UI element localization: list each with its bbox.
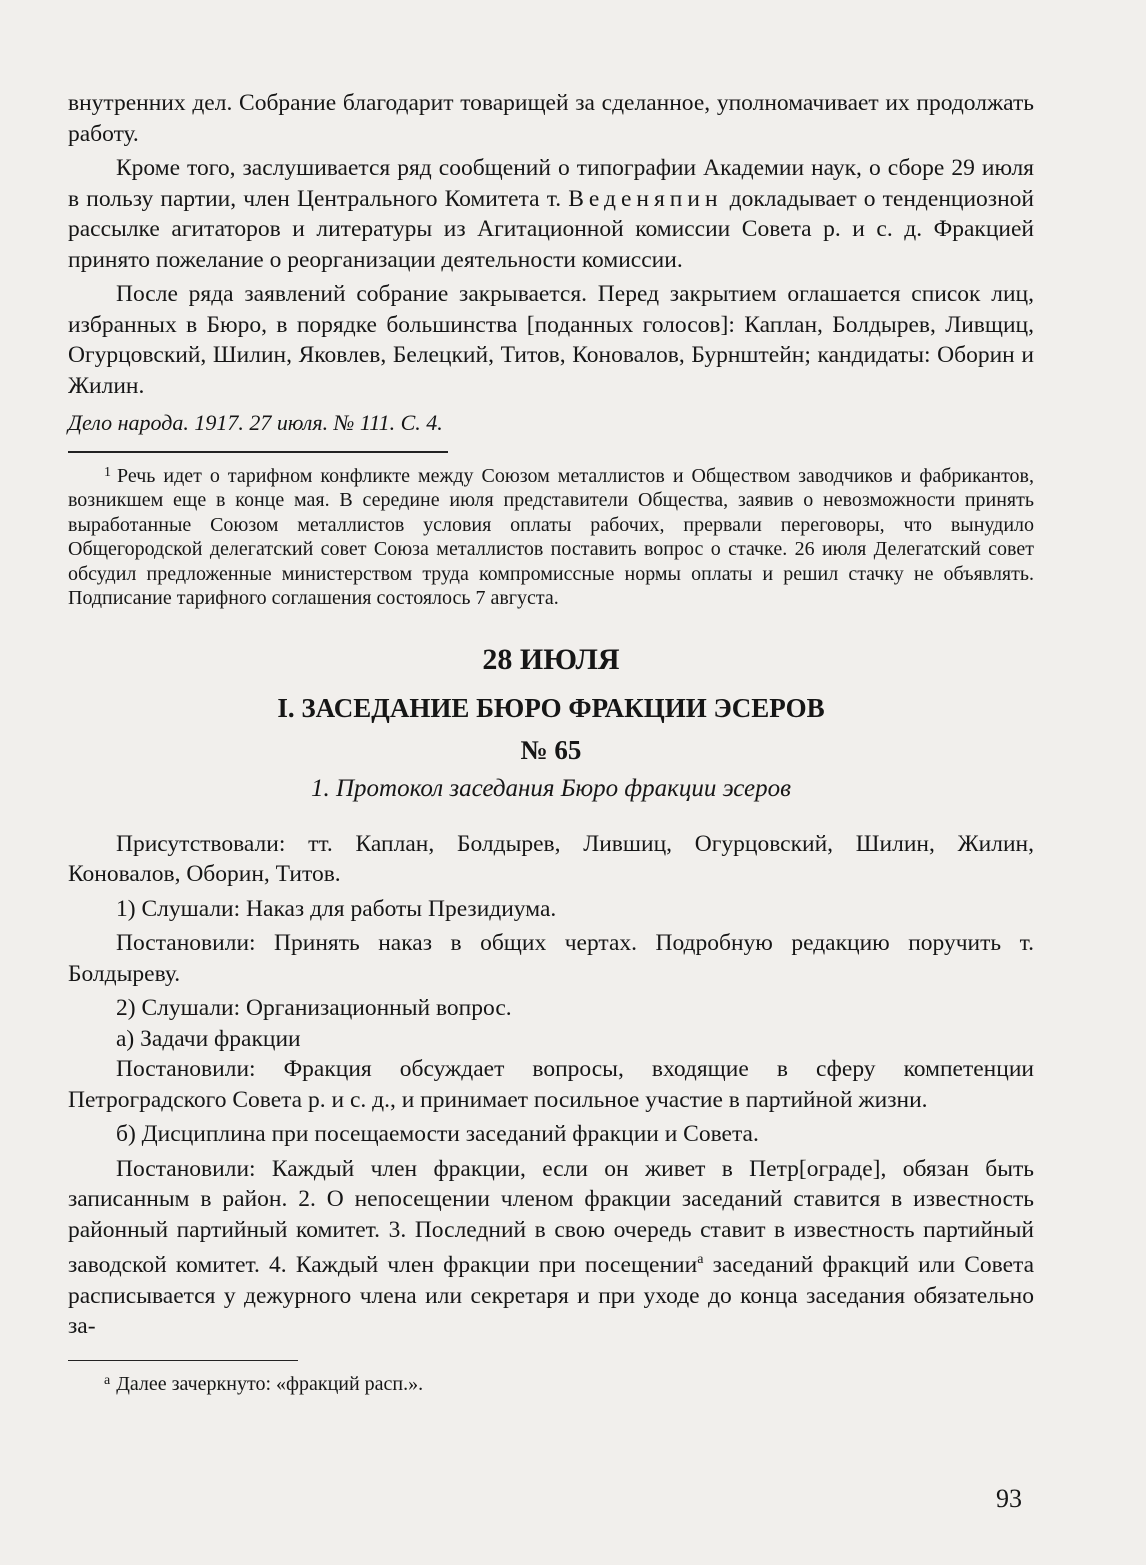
paragraph: 2) Слушали: Организационный вопрос. — [116, 995, 512, 1021]
paragraph: а) Задачи фракции — [116, 1025, 301, 1052]
source-citation: Дело народа. 1917. 27 июля. № 111. С. 4. — [68, 410, 443, 435]
paragraph: б) Дисциплина при посещаемости заседаний фракции и Совета. — [116, 1121, 759, 1147]
footnote-ref: а — [697, 1252, 704, 1267]
paragraph: внутренних дел. Собрание благодарит товарищей за сделанное, уполномачивает их продолжать работу. — [68, 90, 1034, 147]
paragraph: Постановили: Фракция обсуждает вопросы, входящие в сферу компетенции Петроградского Совета р. и с. д., и принимает посильное участие в партийной жизни. — [68, 1056, 1034, 1113]
paragraph: Постановили: Принять наказ в общих чертах. Подробную редакцию поручить т. Болдыреву. — [68, 930, 1034, 987]
footnote: $^а$ Далее зачеркнуто: «фракций расп.». — [104, 1373, 424, 1395]
footnote-marker: 1 — [104, 464, 111, 480]
document-number: № 65 — [520, 734, 582, 765]
footnote-divider — [68, 451, 448, 453]
paragraph: 1) Слушали: Наказ для работы Президиума. — [116, 895, 557, 922]
document-subtitle: 1. Протокол заседания Бюро фракции эсеров — [310, 774, 792, 802]
spaced-name: Веденяпин — [568, 185, 723, 212]
paragraph: Присутствовали: тт. Каплан, Болдырев, Лившиц, Огурцовский, Шилин, Жилин, Коновалов, Оборин, Титов. — [68, 830, 1034, 887]
paragraph: Кроме того, заслушивается ряд сообщений о типографии Академии наук, о сборе 29 июля в пользу партии, член Центрального Комитета т. Веденяпин докладывает о тенденциозной рассылке агитаторов и литературы из Агитационной комиссии Совета р. и с. д. Фракцией принято пожелание о реорганизации деятельности комиссии. — [68, 155, 1034, 273]
paragraph: Постановили: Каждый член фракции, если он живет в Петр[ограде], обязан быть записанным в район. 2. О непосещении членом фракции заседаний ставится в известность районный партийный комитет. 3. Последний в свою очередь ставит в известность партийный заводской комитет. 4. Каждый член фракции при посещении$^а$ заседаний фракций или Совета расписывается у дежурного члена или секретаря и при уходе до конца заседания обязательно за- — [68, 1155, 1034, 1339]
minutes-body — [68, 829, 1034, 1342]
date-heading: 28 ИЮЛЯ — [482, 642, 620, 676]
page-number: 93 — [996, 1484, 1022, 1513]
section-heading: I. ЗАСЕДАНИЕ БЮРО ФРАКЦИИ ЭСЕРОВ — [277, 692, 825, 723]
text-column — [68, 88, 1034, 1397]
paragraph: После ряда заявлений собрание закрывается. Перед закрытием оглашается список лиц, избранных в Бюро, в порядке большинства [поданных голосов]: Каплан, Болдырев, Ливщиц, Огурцовский, Шилин, Яковлев, Белецкий, Титов, Коновалов, Бурнштейн; кандидаты: Оборин и Жилин. — [68, 281, 1034, 399]
footnote-marker: а — [104, 1373, 111, 1388]
footnote: $^1$ Речь идет о тарифном конфликте между Союзом металлистов и Обществом заводчиков и фабрикантов, возникшем еще в конце мая. В середине июля представители Общества, заявив о невозможности принять выработанные Союзом металлистов условия оплаты рабочих, прервали переговоры, что вынудило Общегородской делегатский совет Союза металлистов поставить вопрос о стачке. 26 июля Делегатский совет обсудил предложенные министерством труда компромиссные нормы оплаты и решил стачку не объявлять. Подписание тарифного соглашения состоялось 7 августа. — [68, 464, 1034, 609]
footnote-divider — [68, 1360, 298, 1362]
